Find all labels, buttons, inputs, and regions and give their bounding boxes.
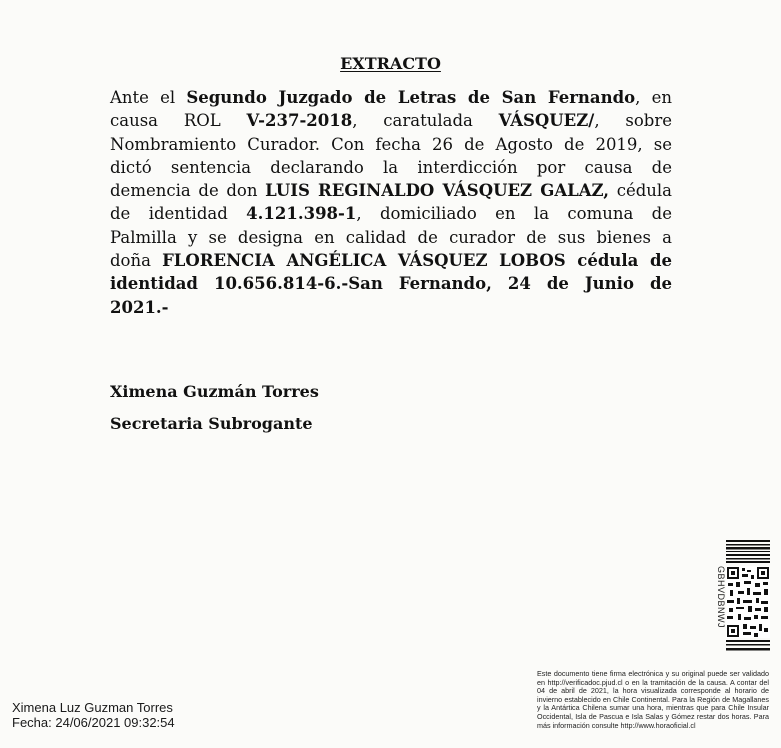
- electronic-signature-notice: Este documento tiene firma electrónica y su original puede ser validado en http://verificadoc.pjud.cl o en la tramitación de la causa. A contar del 04 de abril de 2021, la hora visualizada corresponde al horario de invierno establecido en Chile Continental. Para la Región de Magallanes y la Antártica Chilena sumar una hora, mientras que para Chile Insular Occidental, Isla de Pascua e Isla Salas y Gómez restar dos horas. Para más información consulte http://www.horaoficial.cl: [537, 669, 769, 730]
- electronic-signature-block: [12, 700, 175, 730]
- body-line-8: doña FLORENCIA ANGÉLICA VÁSQUEZ LOBOS cédula de: [110, 251, 672, 271]
- electronic-signature-date: Fecha: 24/06/2021 09:32:54: [12, 715, 175, 730]
- verification-code: GBHVDBNWJ: [716, 566, 726, 629]
- qr-code-icon: [726, 540, 770, 652]
- signatory-role: Secretaria Subrogante: [110, 414, 313, 433]
- extract-body: [110, 86, 672, 319]
- body-line-1: Ante el Segundo Juzgado de Letras de San Fernando, en: [110, 88, 672, 107]
- body-line-2: causa ROL V-237-2018, caratulada VÁSQUEZ/, sobre: [110, 111, 672, 131]
- body-line-5: demencia de don LUIS REGINALDO VÁSQUEZ GALAZ, cédula: [110, 181, 673, 201]
- body-line-9: identidad 10.656.814-6.-San Fernando, 24 de Junio de: [110, 274, 672, 294]
- body-line-10: 2021.-: [110, 297, 169, 317]
- body-line-3: Nombramiento Curador. Con fecha 26 de Agosto de 2019, se: [110, 134, 672, 154]
- body-line-6: de identidad 4.121.398-1, domiciliado en la comuna de: [110, 204, 672, 224]
- electronic-signer-name: Ximena Luz Guzman Torres: [12, 700, 173, 715]
- signatory-name: Ximena Guzmán Torres: [110, 382, 319, 401]
- body-line-4: dictó sentencia declarando la interdicción por causa de: [110, 157, 672, 177]
- document-title: EXTRACTO: [340, 54, 441, 73]
- body-line-7: Palmilla y se designa en calidad de curador de sus bienes a: [110, 227, 672, 247]
